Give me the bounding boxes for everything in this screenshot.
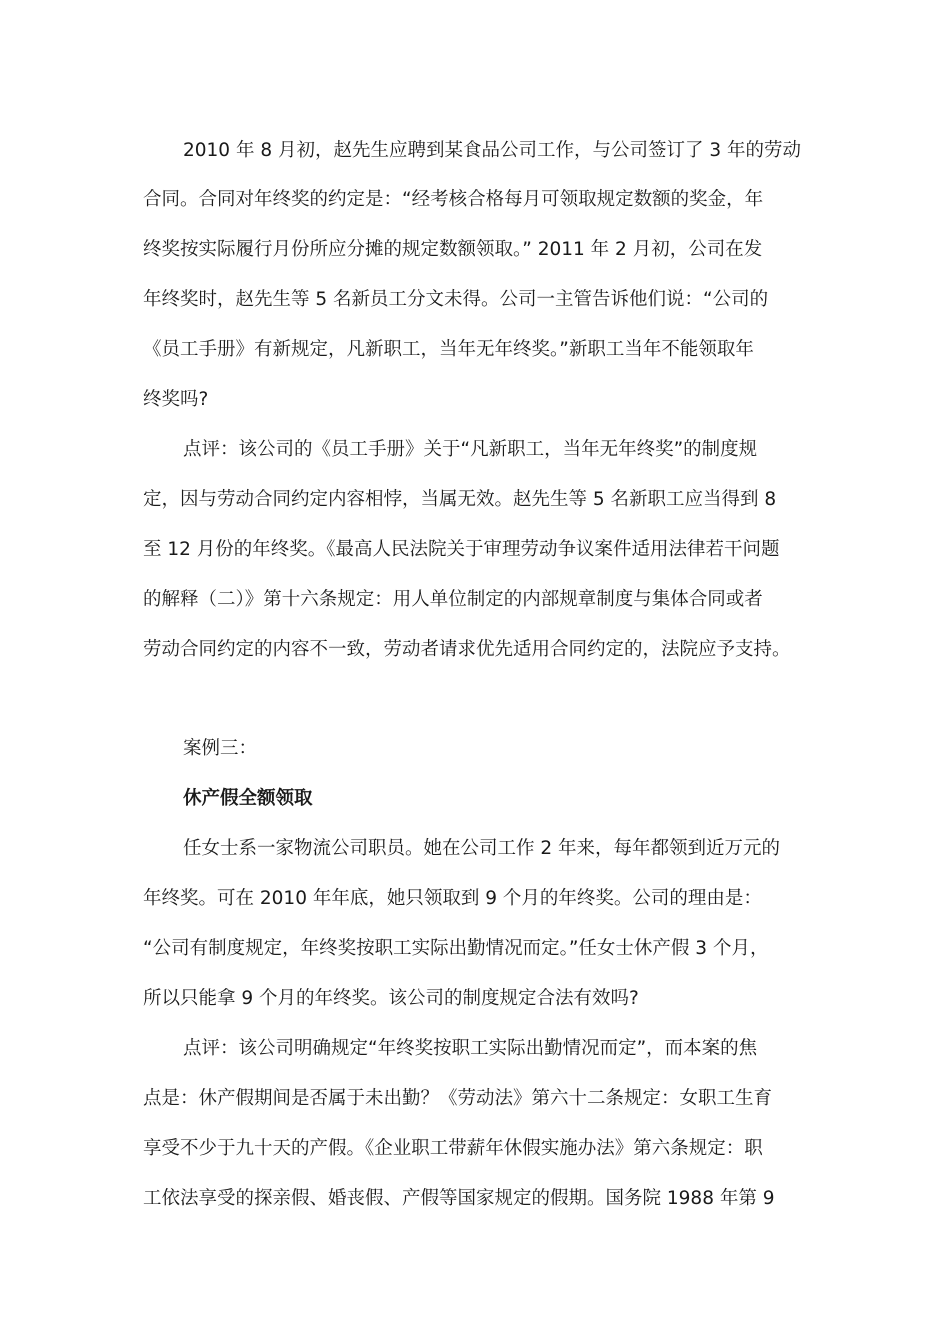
text-line: 至 12 月份的年终奖。《最高人民法院关于审理劳动争议案件适用法律若干问题	[143, 539, 780, 560]
text-line: 点评：该公司的《员工手册》关于“凡新职工，当年无年终奖”的制度规	[183, 439, 758, 460]
text-line: 劳动合同约定的内容不一致，劳动者请求优先适用合同约定的，法院应予支持。	[143, 639, 791, 660]
text-line: 《员工手册》有新规定，凡新职工，当年无年终奖。”新职工当年不能领取年	[143, 339, 754, 360]
text-line: 任女士系一家物流公司职员。她在公司工作 2 年来，每年都领到近万元的	[183, 838, 781, 859]
text-line: 年终奖。可在 2010 年年底，她只领取到 9 个月的年终奖。公司的理由是：	[143, 888, 762, 909]
text-line: 所以只能拿 9 个月的年终奖。该公司的制度规定合法有效吗?	[143, 988, 639, 1009]
text-line: “公司有制度规定，年终奖按职工实际出勤情况而定。”任女士休产假 3 个月，	[143, 938, 769, 959]
text-line: 2010 年 8 月初，赵先生应聘到某食品公司工作，与公司签订了 3 年的劳动	[183, 140, 802, 161]
text-line: 工依法享受的探亲假、婚丧假、产假等国家规定的假期。国务院 1988 年第 9	[143, 1188, 775, 1209]
text-line: 点评：该公司明确规定“年终奖按职工实际出勤情况而定”，而本案的焦	[183, 1038, 758, 1059]
case3-label: 案例三：	[183, 738, 258, 759]
case3-title: 休产假全额领取	[183, 788, 313, 809]
text-line: 享受不少于九十天的产假。《企业职工带薪年休假实施办法》第六条规定：职	[143, 1138, 763, 1159]
text-line: 终奖按实际履行月份所应分摊的规定数额领取。” 2011 年 2 月初，公司在发	[143, 239, 763, 260]
text-line: 的解释（二）》第十六条规定：用人单位制定的内部规章制度与集体合同或者	[143, 589, 763, 610]
text-line: 定，因与劳动合同约定内容相悖，当属无效。赵先生等 5 名新职工应当得到 8	[143, 489, 777, 510]
text-line: 终奖吗?	[143, 389, 209, 410]
text-line: 年终奖时，赵先生等 5 名新员工分文未得。公司一主管告诉他们说：“公司的	[143, 289, 769, 310]
text-line: 点是：休产假期间是否属于未出勤？《劳动法》第六十二条规定：女职工生育	[143, 1088, 773, 1109]
text-line: 合同。合同对年终奖的约定是：“经考核合格每月可领取规定数额的奖金，年	[143, 189, 764, 210]
